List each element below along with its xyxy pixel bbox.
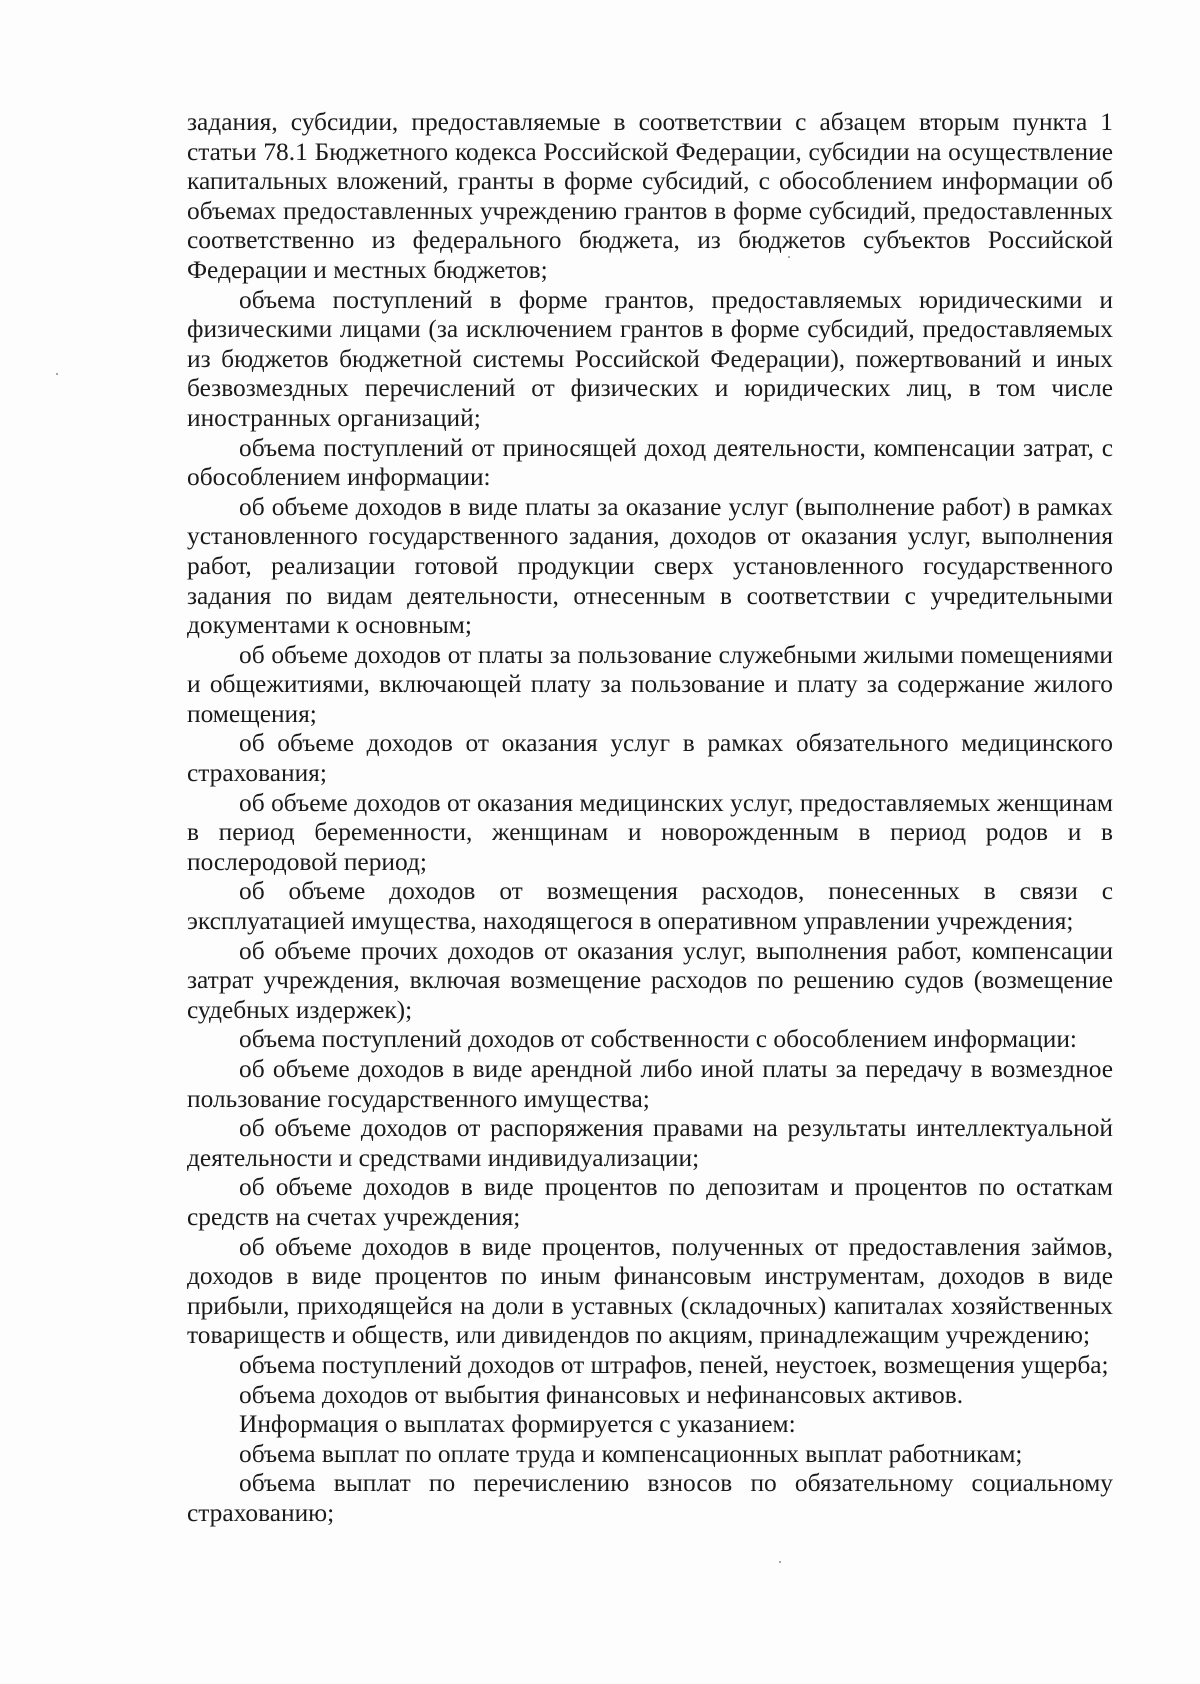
paragraph-rental-income: об объеме доходов в виде арендной либо иной платы за передачу в возмездное пользование государственного имущества; [187,1055,1113,1113]
scan-speck [779,1561,781,1563]
paragraph-grants-individuals: объема поступлений в форме грантов, предоставляемых юридическими и физическими лицами (за исключением грантов в форме субсидий, предоставляемых из бюджетов бюджетной системы Российской Федерации), пожертвований и иных безвозмездных перечислений от физических и юридических лиц, в том числе иностранных организаций; [187,285,1113,432]
paragraph-medical-insurance: об объеме доходов от оказания услуг в рамках обязательного медицинского страхования; [187,729,1113,788]
paragraph-expense-reimbursement: об объеме доходов от возмещения расходов, понесенных в связи с эксплуатацией имущества, находящегося в оперативном управлении учреждения; [187,877,1113,936]
paragraph-income-activity: объема поступлений от приносящей доход деятельности, компенсации затрат, с обособлением информации: [187,433,1113,492]
paragraph-ip-rights: об объеме доходов от распоряжения правами на результаты интеллектуальной деятельности и средствами индивидуализации; [187,1114,1113,1172]
paragraph-payroll: объема выплат по оплате труда и компенсационных выплат работникам; [239,1439,1023,1468]
document-body [187,108,1113,1529]
scan-speck [788,256,790,258]
paragraph-housing-fee: об объеме доходов от платы за пользование служебными жилыми помещениями и общежитиями, включающей плату за пользование и плату за содержание жилого помещения; [187,640,1113,728]
paragraph-payments-intro: Информация о выплатах формируется с указанием: [239,1410,796,1439]
paragraph-asset-disposal: объема доходов от выбытия финансовых и нефинансовых активов. [239,1380,964,1409]
paragraph-other-income: об объеме прочих доходов от оказания услуг, выполнения работ, компенсации затрат учреждения, включая возмещение расходов по решению судов (возмещение судебных издержек); [187,936,1113,1024]
paragraph-property-income: объема поступлений доходов от собственности с обособлением информации: [239,1025,1077,1054]
scan-speck [56,373,58,375]
paragraph-services-fee: об объеме доходов в виде платы за оказание услуг (выполнение работ) в рамках установленного государственного задания, доходов от оказания услуг, выполнения работ, реализации готовой продукции сверх установленного государственного задания по видам деятельности, отнесенным в соответствии с учредительными документами к основным; [187,492,1113,640]
paragraph-social-insurance: объема выплат по перечислению взносов по обязательному социальному страхованию; [187,1469,1113,1527]
paragraph-fines-penalties: объема поступлений доходов от штрафов, пеней, неустоек, возмещения ущерба; [239,1350,1109,1379]
paragraph-loan-interest-dividends: об объеме доходов в виде процентов, полученных от предоставления займов, доходов в виде процентов по иным финансовым инструментам, доходов в виде прибыли, приходящейся на доли в уставных (складочных) капиталах хозяйственных товариществ и обществ, или дивидендов по акциям, принадлежащим учреждению; [187,1232,1113,1350]
paragraph-grants-continuation: задания, субсидии, предоставляемые в соответствии с абзацем вторым пункта 1 статьи 78.1 Бюджетного кодекса Российской Федерации, субсидии на осуществление капитальных вложений, гранты в форме субсидий, с обособлением информации об объемах предоставленных учреждению грантов в форме субсидий, предоставленных соответственно из федерального бюджета, из бюджетов субъектов Российской Федерации и местных бюджетов; [187,108,1113,284]
paragraph-deposit-interest: об объеме доходов в виде процентов по депозитам и процентов по остаткам средств на счетах учреждения; [187,1173,1113,1231]
paragraph-maternity-services: об объеме доходов от оказания медицинских услуг, предоставляемых женщинам в период беременности, женщинам и новорожденным в период родов и в послеродовой период; [187,788,1113,876]
